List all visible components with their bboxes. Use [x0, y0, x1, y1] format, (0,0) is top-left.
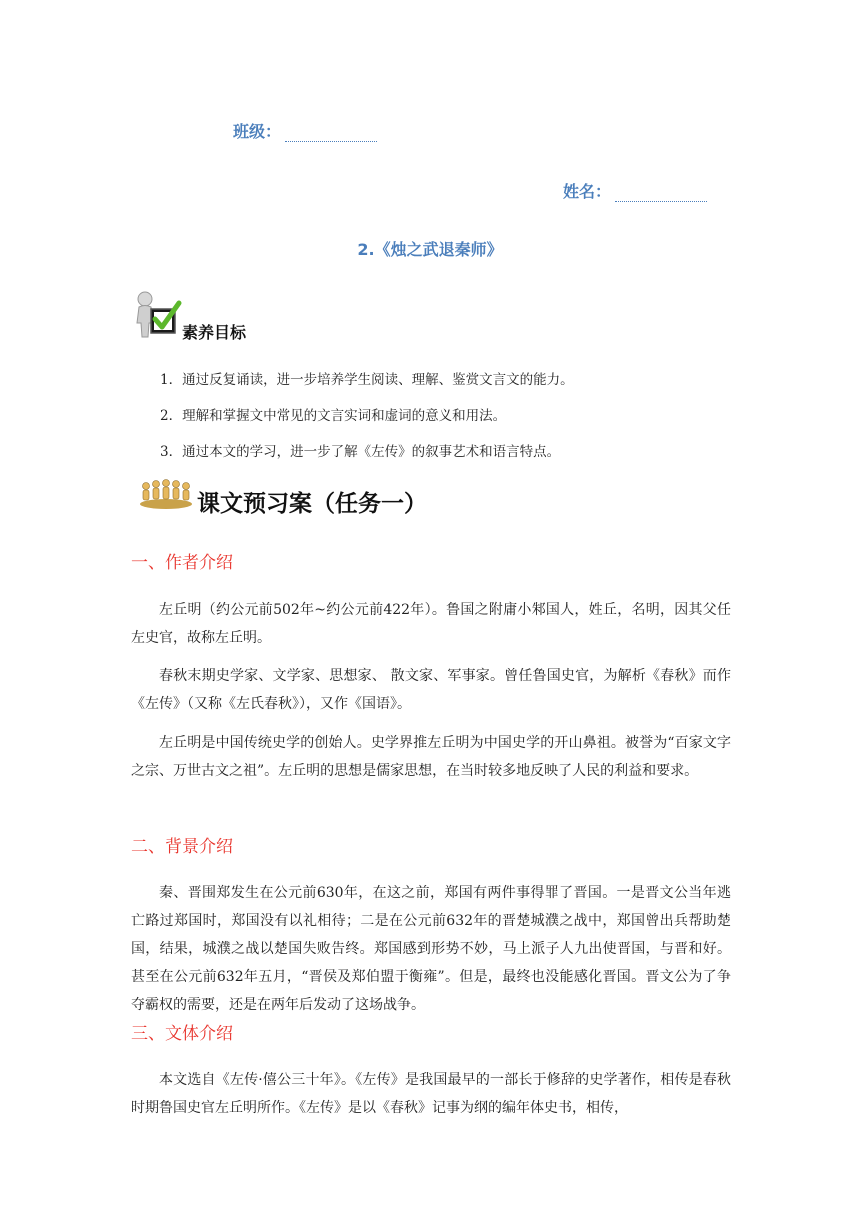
- paragraph: 本文选自《左传·僖公三十年》。《左传》是我国最早的一部长于修辞的史学著作，相传是春秋时期鲁国史官左丘明所作。《左传》是以《春秋》记事为纲的编年体史书，相传，: [131, 1072, 731, 1116]
- goals-heading: 素养目标: [182, 323, 247, 342]
- class-blank[interactable]: [285, 127, 377, 142]
- name-field: [563, 179, 707, 202]
- name-blank[interactable]: [615, 187, 707, 202]
- paragraph: 左丘明是中国传统史学的创始人。史学界推左丘明为中国史学的开山鼻祖。被誉为“百家文字之宗、万世古文之祖”。左丘明的思想是儒家思想，在当时较多地反映了人民的利益和要求。: [131, 735, 731, 779]
- checkbox-figure-icon: [131, 289, 183, 341]
- section-heading-background: 二、背景介绍: [131, 837, 233, 857]
- goal-item: 1．通过反复诵读，进一步培养学生阅读、理解、鉴赏文言文的能力。: [160, 372, 574, 388]
- meeting-group-icon: [138, 478, 194, 510]
- section-heading-genre: 三、文体介绍: [131, 1024, 233, 1044]
- goal-item: 3．通过本文的学习，进一步了解《左传》的叙事艺术和语言特点。: [160, 444, 561, 460]
- paragraph: 秦、晋围郑发生在公元前630年，在这之前，郑国有两件事得罪了晋国。一是晋文公当年逃亡路过郑国时，郑国没有以礼相待；二是在公元前632年的晋楚城濮之战中，郑国曾出兵帮助楚国，结果，城濮之战以楚国失败告终。郑国感到形势不妙，马上派子人九出使晋国，与晋和好。甚至在公元前632年五月，“晋侯及郑伯盟于衡雍”。但是，最终也没能感化晋国。晋文公为了争夺霸权的需要，还是在两年后发动了这场战争。: [131, 885, 731, 1013]
- goal-item: 2．理解和掌握文中常见的文言实词和虚词的意义和用法。: [160, 408, 507, 424]
- task-heading: 课文预习案（任务一）: [197, 491, 427, 517]
- section-heading-author: 一、作者介绍: [131, 553, 233, 573]
- class-label: 班级：: [233, 122, 282, 141]
- name-label: 姓名：: [563, 182, 612, 201]
- paragraph: 春秋末期史学家、文学家、思想家、 散文家、军事家。曾任鲁国史官，为解析《春秋》而作《左传》（又称《左氏春秋》），又作《国语》。: [131, 668, 731, 712]
- page-title: 2.《烛之武退秦师》: [357, 240, 503, 259]
- paragraph: 左丘明（约公元前502年~约公元前422年）。鲁国之附庸小邾国人，姓丘，名明，因其父任左史官，故称左丘明。: [131, 602, 731, 646]
- class-field: [233, 119, 377, 142]
